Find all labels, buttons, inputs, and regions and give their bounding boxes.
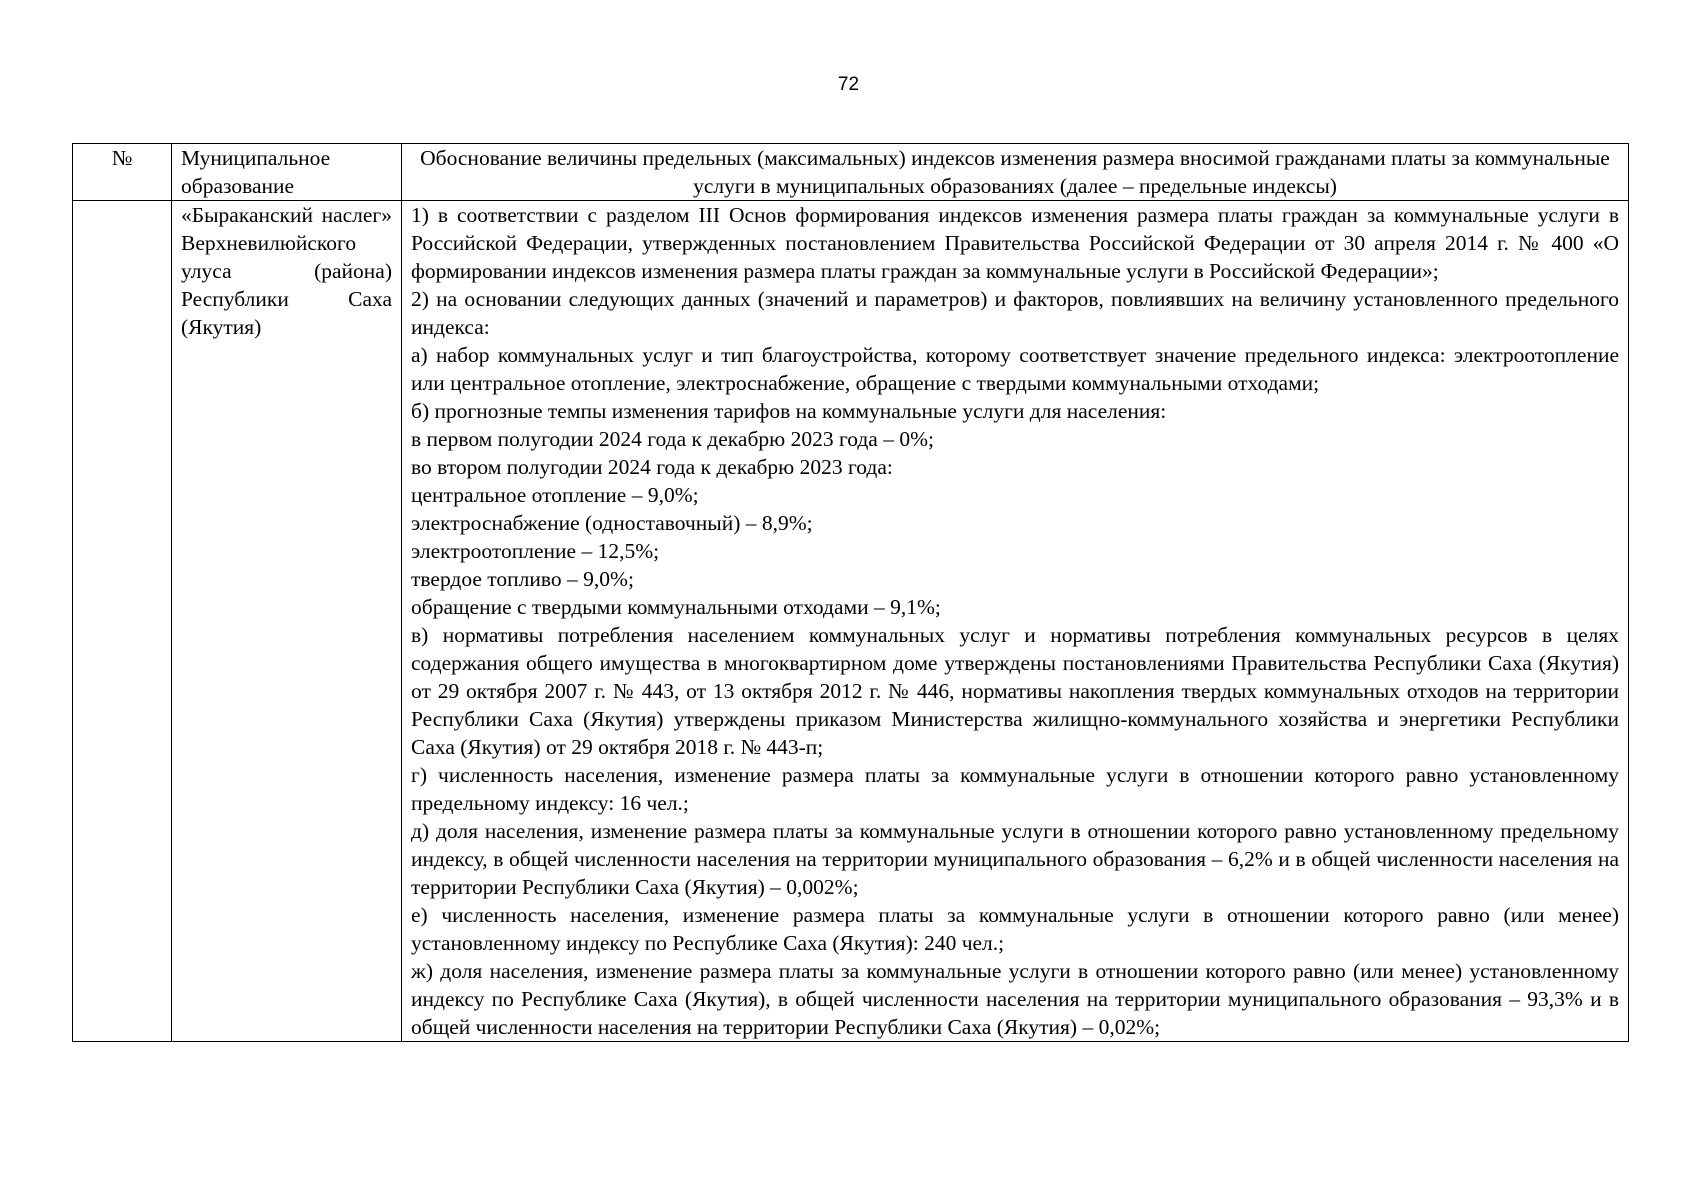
paragraph-zh: ж) доля населения, изменение размера платы за коммунальные услуги в отношении которого равно (или менее) установленному индексу по Республике Саха (Якутия), в общей численности населения на территории муниципального образования – 93,3% и в общей численности населения на территории Республики Саха (Якутия) – 0,02%; <box>411 959 1619 1039</box>
row-municipality-cell <box>172 201 402 1042</box>
paragraph-1: 1) в соответствии с разделом III Основ формирования индексов изменения размера платы граждан за коммунальные услуги в Российской Федерации, утвержденных постановлением Правительства Российской Федерации от 30 апреля 2014 г. № 400 «О формировании индексов изменения размера платы граждан за коммунальные услуги в Российской Федерации»; <box>411 203 1619 283</box>
paragraph-e: е) численность населения, изменение размера платы за коммунальные услуги в отношении которого равно (или менее) установленному индексу по Республике Саха (Якутия): 240 чел.; <box>411 903 1619 955</box>
page-number: 72 <box>837 74 860 95</box>
index-justification-table <box>72 143 1629 1042</box>
row-number-cell <box>73 201 172 1042</box>
paragraph-2: 2) на основании следующих данных (значений и параметров) и факторов, повлиявших на величину установленного предельного индекса: <box>411 287 1619 339</box>
paragraph-g: г) численность населения, изменение размера платы за коммунальные услуги в отношении которого равно установленному предельному индексу: 16 чел.; <box>411 763 1619 815</box>
paragraph-b-second-half: во втором полугодии 2024 года к декабрю 2023 года: <box>411 455 893 479</box>
header-number: № <box>73 144 172 201</box>
header-municipality: Муниципальное образование <box>172 144 402 201</box>
paragraph-solid-fuel: твердое топливо – 9,0%; <box>411 567 634 591</box>
municipality-name: «Быраканский наслег» Верхневилюйского улуса (района) Республики Саха (Якутия) <box>181 203 392 339</box>
paragraph-solid-waste: обращение с твердыми коммунальными отходами – 9,1%; <box>411 595 941 619</box>
paragraph-a: а) набор коммунальных услуг и тип благоустройства, которому соответствует значение предельного индекса: электроотопление или центральное отопление, электроснабжение, обращение с твердыми коммунальными отходами; <box>411 343 1619 395</box>
header-justification: Обоснование величины предельных (максимальных) индексов изменения размера вносимой гражданами платы за коммунальные услуги в муниципальных образованиях (далее – предельные индексы) <box>402 144 1629 201</box>
paragraph-v: в) нормативы потребления населением коммунальных услуг и нормативы потребления коммунальных ресурсов в целях содержания общего имущества в многоквартирном доме утверждены постановлениями Правительства Республики Саха (Якутия) от 29 октября 2007 г. № 443, от 13 октября 2012 г. № 446, нормативы накопления твердых коммунальных отходов на территории Республики Саха (Якутия) утверждены приказом Министерства жилищно-коммунального хозяйства и энергетики Республики Саха (Якутия) от 29 октября 2018 г. № 443-п; <box>411 623 1619 759</box>
paragraph-electricity: электроснабжение (одноставочный) – 8,9%; <box>411 511 813 535</box>
paragraph-b-first-half: в первом полугодии 2024 года к декабрю 2023 года – 0%; <box>411 427 934 451</box>
table-row <box>73 201 1629 1042</box>
paragraph-electric-heating: электроотопление – 12,5%; <box>411 539 660 563</box>
table-header-row <box>73 144 1629 201</box>
row-justification-cell <box>402 201 1629 1042</box>
paragraph-central-heating: центральное отопление – 9,0%; <box>411 483 699 507</box>
paragraph-d: д) доля населения, изменение размера платы за коммунальные услуги в отношении которого равно установленному предельному индексу, в общей численности населения на территории муниципального образования – 6,2% и в общей численности населения на территории Республики Саха (Якутия) – 0,002%; <box>411 819 1619 899</box>
paragraph-b: б) прогнозные темпы изменения тарифов на коммунальные услуги для населения: <box>411 399 1167 423</box>
